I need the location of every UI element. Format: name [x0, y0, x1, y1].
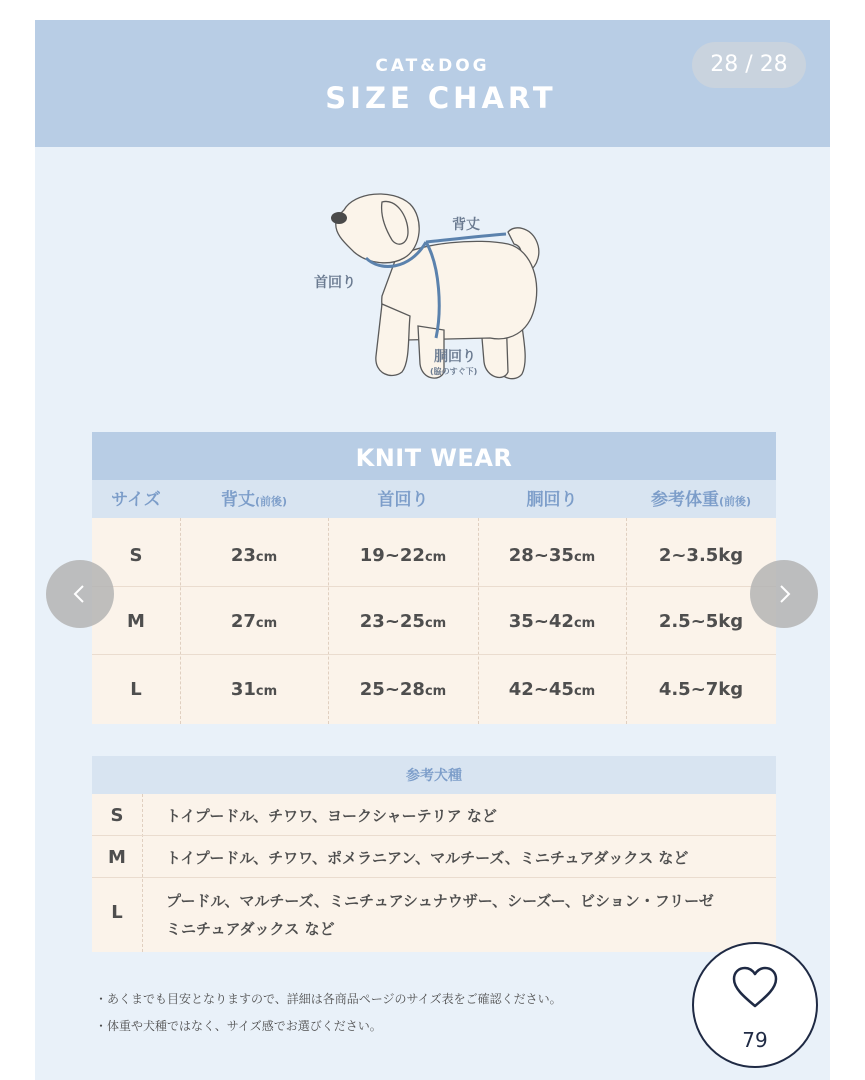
previous-image-button[interactable] — [46, 560, 114, 628]
back-length-label: 背丈 — [452, 217, 480, 233]
next-image-button[interactable] — [750, 560, 818, 628]
neck-label: 首回り — [314, 275, 356, 291]
knit-wear-title: KNIT WEAR — [92, 432, 776, 480]
size-notes — [95, 986, 562, 1040]
header-size: サイズ — [111, 490, 161, 510]
header-weight: 参考体重(前後) — [650, 490, 752, 510]
image-counter: 28 / 28 — [692, 42, 806, 88]
chest-label: 胴回り — [434, 349, 476, 365]
header-subtitle: CAT&DOG — [375, 56, 490, 76]
reference-breeds-title: 参考犬種 — [92, 756, 776, 794]
knit-table-header — [92, 480, 776, 518]
knit-table-body — [92, 518, 776, 724]
heart-icon — [731, 966, 779, 1010]
table-row: M 27cm 23~25cm 35~42cm 2.5~5kg — [127, 611, 744, 632]
chest-note-label: (脇のすぐ下) — [430, 367, 478, 376]
reference-breeds-table: S トイプードル、チワワ、ヨークシャーテリア など M トイプードル、チワワ、ポメラニアン、マルチーズ、ミニチュアダックス など L プードル、マルチーズ、ミニチュアシュナウザー、シーズー、ビション・フリーゼ ミニチュアダックス など — [92, 794, 776, 952]
chevron-left-icon — [68, 582, 92, 606]
header-back-length: 背丈(前後) — [220, 490, 288, 510]
header-title: SIZE CHART — [325, 81, 557, 115]
note-line: ・あくまでも目安となりますので、詳細は各商品ページのサイズ表をご確認ください。 — [95, 992, 562, 1006]
table-row: S 23cm 19~22cm 28~35cm 2~3.5kg — [129, 545, 744, 566]
table-row: L 31cm 25~28cm 42~45cm 4.5~7kg — [130, 679, 744, 700]
like-count: 79 — [742, 1028, 768, 1052]
like-button[interactable] — [692, 942, 818, 1068]
chevron-right-icon — [772, 582, 796, 606]
note-line: ・体重や犬種ではなく、サイズ感でお選びください。 — [95, 1019, 382, 1033]
header-chest: 胴回り — [526, 490, 578, 510]
header-neck: 首回り — [377, 490, 429, 510]
